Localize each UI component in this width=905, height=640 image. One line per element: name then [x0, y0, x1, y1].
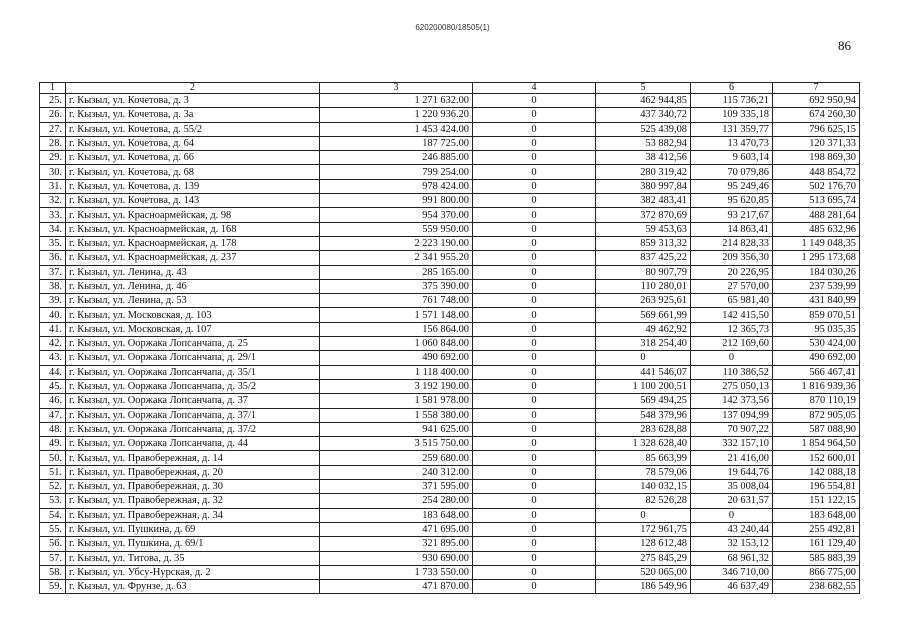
col4-cell: 0: [473, 165, 596, 179]
col5-cell: 263 925,61: [596, 294, 691, 308]
table-row: [40, 294, 860, 308]
col3-cell: 799 254.00: [320, 165, 473, 179]
col4-cell: 0: [473, 265, 596, 279]
table-row: [40, 251, 860, 265]
col6-cell: 14 863,41: [691, 222, 773, 236]
col3-cell: 954 370.00: [320, 208, 473, 222]
col5-cell: 128 612,48: [596, 537, 691, 551]
address-cell: г. Кызыл, ул. Правобережная, д. 20: [66, 465, 320, 479]
address-cell: г. Кызыл, ул. Ооржака Лопсанчапа, д. 44: [66, 437, 320, 451]
row-number: 44.: [40, 365, 66, 379]
col3-cell: 490 692.00: [320, 351, 473, 365]
col5-cell: 837 425,22: [596, 251, 691, 265]
col6-cell: 13 470,73: [691, 136, 773, 150]
address-cell: г. Кызыл, ул. Ленина, д. 46: [66, 279, 320, 293]
col5-cell: 82 526,28: [596, 494, 691, 508]
row-number: 26.: [40, 108, 66, 122]
col5-cell: 78 579,06: [596, 465, 691, 479]
col4-cell: 0: [473, 408, 596, 422]
col7-cell: 255 492,81: [773, 522, 860, 536]
col5-cell: 140 032,15: [596, 480, 691, 494]
col5-cell: 569 494,25: [596, 394, 691, 408]
address-cell: г. Кызыл, ул. Ооржака Лопсанчапа, д. 37/1: [66, 408, 320, 422]
col6-cell: 9 603,14: [691, 151, 773, 165]
table-row: [40, 465, 860, 479]
col4-cell: 0: [473, 136, 596, 150]
col7-cell: 674 260,30: [773, 108, 860, 122]
col5-cell: 59 453,63: [596, 222, 691, 236]
row-number: 38.: [40, 279, 66, 293]
col3-cell: 240 312.00: [320, 465, 473, 479]
col3-cell: 285 165.00: [320, 265, 473, 279]
col4-cell: 0: [473, 480, 596, 494]
col7-cell: 152 600,01: [773, 451, 860, 465]
col6-cell: 95 249,46: [691, 179, 773, 193]
col3-cell: 930 690.00: [320, 551, 473, 565]
col7-cell: 431 840,99: [773, 294, 860, 308]
col4-cell: 0: [473, 422, 596, 436]
col7-cell: 530 424,00: [773, 337, 860, 351]
col3-cell: 2 223 190.00: [320, 236, 473, 250]
address-cell: г. Кызыл, ул. Кочетова, д. 3: [66, 94, 320, 108]
col6-cell: 0: [691, 508, 773, 522]
col7-cell: 196 554,81: [773, 480, 860, 494]
col4-cell: 0: [473, 279, 596, 293]
table-row: [40, 108, 860, 122]
col6-cell: 20 631,57: [691, 494, 773, 508]
table-row: [40, 480, 860, 494]
col3-cell: 254 280.00: [320, 494, 473, 508]
table-row: [40, 122, 860, 136]
col4-cell: 0: [473, 236, 596, 250]
row-number: 50.: [40, 451, 66, 465]
col6-cell: 95 620,85: [691, 194, 773, 208]
table-row: [40, 337, 860, 351]
address-cell: г. Кызыл, ул. Фрунзе, д. 63: [66, 580, 320, 594]
row-number: 28.: [40, 136, 66, 150]
col4-cell: 0: [473, 522, 596, 536]
col4-cell: 0: [473, 122, 596, 136]
address-cell: г. Кызыл, ул. Ооржака Лопсанчапа, д. 35/2: [66, 379, 320, 393]
address-cell: г. Кызыл, ул. Кочетова, д. 64: [66, 136, 320, 150]
table-row: [40, 451, 860, 465]
data-table: [39, 82, 860, 594]
col4-cell: 0: [473, 194, 596, 208]
col7-cell: 872 905,05: [773, 408, 860, 422]
col6-cell: 35 008,04: [691, 480, 773, 494]
col5-cell: 283 628,88: [596, 422, 691, 436]
col7-cell: 161 129,40: [773, 537, 860, 551]
col6-cell: 0: [691, 351, 773, 365]
table-row: [40, 394, 860, 408]
col4-cell: 0: [473, 94, 596, 108]
table-row: [40, 580, 860, 594]
column-header: 5: [596, 83, 691, 94]
col3-cell: 156 864.00: [320, 322, 473, 336]
col4-cell: 0: [473, 580, 596, 594]
col7-cell: 566 467,41: [773, 365, 860, 379]
address-cell: г. Кызыл, ул. Кочетова, д. 66: [66, 151, 320, 165]
address-cell: г. Кызыл, ул. Ооржака Лопсанчапа, д. 37/2: [66, 422, 320, 436]
col4-cell: 0: [473, 437, 596, 451]
col4-cell: 0: [473, 151, 596, 165]
col3-cell: 187 725.00: [320, 136, 473, 150]
col5-cell: 520 065,00: [596, 565, 691, 579]
col7-cell: 490 692,00: [773, 351, 860, 365]
col7-cell: 1 295 173,68: [773, 251, 860, 265]
table-row: [40, 151, 860, 165]
col7-cell: 142 088,18: [773, 465, 860, 479]
table-row: [40, 494, 860, 508]
address-cell: г. Кызыл, ул. Московская, д. 107: [66, 322, 320, 336]
address-cell: г. Кызыл, ул. Кочетова, д. 3а: [66, 108, 320, 122]
col7-cell: 587 088,90: [773, 422, 860, 436]
col3-cell: 1 220 936.20: [320, 108, 473, 122]
col4-cell: 0: [473, 222, 596, 236]
address-cell: г. Кызыл, ул. Красноармейская, д. 178: [66, 236, 320, 250]
row-number: 29.: [40, 151, 66, 165]
col5-cell: 38 412,56: [596, 151, 691, 165]
col5-cell: 80 907,79: [596, 265, 691, 279]
table-row: [40, 308, 860, 322]
col7-cell: 198 869,30: [773, 151, 860, 165]
col3-cell: 246 885.00: [320, 151, 473, 165]
col7-cell: 1 149 048,35: [773, 236, 860, 250]
col3-cell: 183 648.00: [320, 508, 473, 522]
col3-cell: 1 453 424.00: [320, 122, 473, 136]
row-number: 39.: [40, 294, 66, 308]
row-number: 49.: [40, 437, 66, 451]
col5-cell: 372 870,69: [596, 208, 691, 222]
col3-cell: 991 800.00: [320, 194, 473, 208]
table-row: [40, 351, 860, 365]
col5-cell: 441 546,07: [596, 365, 691, 379]
col6-cell: 142 373,56: [691, 394, 773, 408]
col7-cell: 692 950,94: [773, 94, 860, 108]
address-cell: г. Кызыл, ул. Московская, д. 103: [66, 308, 320, 322]
address-cell: г. Кызыл, ул. Кочетова, д. 68: [66, 165, 320, 179]
column-header: 7: [773, 83, 860, 94]
table-row: [40, 194, 860, 208]
col6-cell: 21 416,00: [691, 451, 773, 465]
col6-cell: 70 079,86: [691, 165, 773, 179]
row-number: 25.: [40, 94, 66, 108]
column-header: 6: [691, 83, 773, 94]
column-header: 2: [66, 83, 320, 94]
col3-cell: 761 748.00: [320, 294, 473, 308]
row-number: 43.: [40, 351, 66, 365]
col3-cell: 1 558 380.00: [320, 408, 473, 422]
row-number: 56.: [40, 537, 66, 551]
row-number: 32.: [40, 194, 66, 208]
col7-cell: 513 695,74: [773, 194, 860, 208]
col4-cell: 0: [473, 394, 596, 408]
col6-cell: 19 644,76: [691, 465, 773, 479]
row-number: 45.: [40, 379, 66, 393]
column-header: 1: [40, 83, 66, 94]
col4-cell: 0: [473, 537, 596, 551]
col6-cell: 142 415,50: [691, 308, 773, 322]
table-row: [40, 537, 860, 551]
address-cell: г. Кызыл, ул. Ооржака Лопсанчапа, д. 37: [66, 394, 320, 408]
table-row: [40, 551, 860, 565]
col6-cell: 65 981,40: [691, 294, 773, 308]
row-number: 33.: [40, 208, 66, 222]
address-cell: г. Кызыл, ул. Убсу-Нурская, д. 2: [66, 565, 320, 579]
col3-cell: 375 390.00: [320, 279, 473, 293]
col6-cell: 275 050,13: [691, 379, 773, 393]
col3-cell: 3 515 750.00: [320, 437, 473, 451]
row-number: 48.: [40, 422, 66, 436]
col6-cell: 109 335,18: [691, 108, 773, 122]
col6-cell: 209 356,30: [691, 251, 773, 265]
col6-cell: 115 736,21: [691, 94, 773, 108]
col6-cell: 214 828,33: [691, 236, 773, 250]
col5-cell: 569 661,99: [596, 308, 691, 322]
col3-cell: 3 192 190.00: [320, 379, 473, 393]
col7-cell: 151 122,15: [773, 494, 860, 508]
col4-cell: 0: [473, 379, 596, 393]
col4-cell: 0: [473, 308, 596, 322]
col3-cell: 471 695.00: [320, 522, 473, 536]
col3-cell: 2 341 955.20: [320, 251, 473, 265]
col3-cell: 1 118 400.00: [320, 365, 473, 379]
address-cell: г. Кызыл, ул. Красноармейская, д. 237: [66, 251, 320, 265]
row-number: 35.: [40, 236, 66, 250]
col7-cell: 120 371,33: [773, 136, 860, 150]
col6-cell: 68 961,32: [691, 551, 773, 565]
address-cell: г. Кызыл, ул. Красноармейская, д. 168: [66, 222, 320, 236]
col7-cell: 184 030,26: [773, 265, 860, 279]
col5-cell: 0: [596, 508, 691, 522]
col6-cell: 32 153,12: [691, 537, 773, 551]
col6-cell: 43 240,44: [691, 522, 773, 536]
col4-cell: 0: [473, 494, 596, 508]
col5-cell: 859 313,32: [596, 236, 691, 250]
document-id: 620200080/18505(1): [415, 23, 490, 32]
col5-cell: 1 100 200,51: [596, 379, 691, 393]
col3-cell: 941 625.00: [320, 422, 473, 436]
col3-cell: 978 424.00: [320, 179, 473, 193]
column-header: 3: [320, 83, 473, 94]
col6-cell: 70 907,22: [691, 422, 773, 436]
row-number: 42.: [40, 337, 66, 351]
row-number: 37.: [40, 265, 66, 279]
col7-cell: 796 625,15: [773, 122, 860, 136]
col7-cell: 183 648,00: [773, 508, 860, 522]
col4-cell: 0: [473, 294, 596, 308]
col7-cell: 238 682,55: [773, 580, 860, 594]
col7-cell: 485 632,96: [773, 222, 860, 236]
table-row: [40, 265, 860, 279]
col5-cell: 0: [596, 351, 691, 365]
table-row: [40, 522, 860, 536]
address-cell: г. Кызыл, ул. Пушкина, д. 69/1: [66, 537, 320, 551]
col5-cell: 382 483,41: [596, 194, 691, 208]
row-number: 40.: [40, 308, 66, 322]
address-cell: г. Кызыл, ул. Кочетова, д. 55/2: [66, 122, 320, 136]
row-number: 47.: [40, 408, 66, 422]
col6-cell: 346 710,00: [691, 565, 773, 579]
address-cell: г. Кызыл, ул. Правобережная, д. 14: [66, 451, 320, 465]
row-number: 55.: [40, 522, 66, 536]
row-number: 57.: [40, 551, 66, 565]
table-row: [40, 408, 860, 422]
col4-cell: 0: [473, 108, 596, 122]
row-number: 53.: [40, 494, 66, 508]
address-cell: г. Кызыл, ул. Правобережная, д. 30: [66, 480, 320, 494]
row-number: 31.: [40, 179, 66, 193]
table-row: [40, 508, 860, 522]
col6-cell: 12 365,73: [691, 322, 773, 336]
row-number: 54.: [40, 508, 66, 522]
col4-cell: 0: [473, 365, 596, 379]
col3-cell: 471 870.00: [320, 580, 473, 594]
col5-cell: 110 280,01: [596, 279, 691, 293]
col5-cell: 548 379,96: [596, 408, 691, 422]
col4-cell: 0: [473, 208, 596, 222]
col4-cell: 0: [473, 251, 596, 265]
col5-cell: 186 549,96: [596, 580, 691, 594]
col7-cell: 95 035,35: [773, 322, 860, 336]
row-number: 34.: [40, 222, 66, 236]
col6-cell: 46 637,49: [691, 580, 773, 594]
address-cell: г. Кызыл, ул. Титова, д. 35: [66, 551, 320, 565]
col5-cell: 172 961,75: [596, 522, 691, 536]
col5-cell: 318 254,40: [596, 337, 691, 351]
col4-cell: 0: [473, 351, 596, 365]
col4-cell: 0: [473, 551, 596, 565]
col5-cell: 462 944,85: [596, 94, 691, 108]
col3-cell: 1 060 848.00: [320, 337, 473, 351]
col4-cell: 0: [473, 565, 596, 579]
col6-cell: 93 217,67: [691, 208, 773, 222]
address-cell: г. Кызыл, ул. Красноармейская, д. 98: [66, 208, 320, 222]
row-number: 41.: [40, 322, 66, 336]
row-number: 58.: [40, 565, 66, 579]
col6-cell: 20 226,95: [691, 265, 773, 279]
col4-cell: 0: [473, 451, 596, 465]
table-row: [40, 365, 860, 379]
row-number: 27.: [40, 122, 66, 136]
col5-cell: 437 340,72: [596, 108, 691, 122]
address-cell: г. Кызыл, ул. Ооржака Лопсанчапа, д. 25: [66, 337, 320, 351]
address-cell: г. Кызыл, ул. Ленина, д. 53: [66, 294, 320, 308]
address-cell: г. Кызыл, ул. Пушкина, д. 69: [66, 522, 320, 536]
address-cell: г. Кызыл, ул. Правобережная, д. 34: [66, 508, 320, 522]
col5-cell: 525 439,08: [596, 122, 691, 136]
table-row: [40, 565, 860, 579]
address-cell: г. Кызыл, ул. Кочетова, д. 139: [66, 179, 320, 193]
col5-cell: 280 319,42: [596, 165, 691, 179]
col6-cell: 131 359,77: [691, 122, 773, 136]
column-header: 4: [473, 83, 596, 94]
col5-cell: 49 462,92: [596, 322, 691, 336]
col3-cell: 321 895.00: [320, 537, 473, 551]
table-row: [40, 208, 860, 222]
col3-cell: 259 680.00: [320, 451, 473, 465]
table-row: [40, 379, 860, 393]
table-row: [40, 222, 860, 236]
address-cell: г. Кызыл, ул. Ооржака Лопсанчапа, д. 35/1: [66, 365, 320, 379]
table-row: [40, 322, 860, 336]
row-number: 30.: [40, 165, 66, 179]
address-cell: г. Кызыл, ул. Правобережная, д. 32: [66, 494, 320, 508]
table-row: [40, 94, 860, 108]
row-number: 59.: [40, 580, 66, 594]
table-row: [40, 279, 860, 293]
address-cell: г. Кызыл, ул. Ооржака Лопсанчапа, д. 29/1: [66, 351, 320, 365]
col5-cell: 53 882,94: [596, 136, 691, 150]
row-number: 51.: [40, 465, 66, 479]
row-number: 46.: [40, 394, 66, 408]
row-number: 36.: [40, 251, 66, 265]
col4-cell: 0: [473, 465, 596, 479]
col6-cell: 332 157,10: [691, 437, 773, 451]
col7-cell: 488 281,64: [773, 208, 860, 222]
col7-cell: 237 539,99: [773, 279, 860, 293]
table-row: [40, 179, 860, 193]
col3-cell: 1 733 550.00: [320, 565, 473, 579]
col7-cell: 859 070,51: [773, 308, 860, 322]
col5-cell: 275 845,29: [596, 551, 691, 565]
table-header-row: [40, 83, 860, 94]
col7-cell: 585 883,39: [773, 551, 860, 565]
col4-cell: 0: [473, 508, 596, 522]
col6-cell: 110 386,52: [691, 365, 773, 379]
table-row: [40, 236, 860, 250]
col5-cell: 380 997,84: [596, 179, 691, 193]
col4-cell: 0: [473, 337, 596, 351]
col3-cell: 371 595.00: [320, 480, 473, 494]
address-cell: г. Кызыл, ул. Кочетова, д. 143: [66, 194, 320, 208]
col7-cell: 1 854 964,50: [773, 437, 860, 451]
table-row: [40, 422, 860, 436]
table-row: [40, 165, 860, 179]
col7-cell: 448 854,72: [773, 165, 860, 179]
col3-cell: 1 581 978.00: [320, 394, 473, 408]
col5-cell: 1 328 628,40: [596, 437, 691, 451]
col3-cell: 1 271 632.00: [320, 94, 473, 108]
col7-cell: 866 775,00: [773, 565, 860, 579]
col7-cell: 1 816 939,36: [773, 379, 860, 393]
col4-cell: 0: [473, 179, 596, 193]
col6-cell: 212 169,60: [691, 337, 773, 351]
col6-cell: 137 094,99: [691, 408, 773, 422]
address-cell: г. Кызыл, ул. Ленина, д. 43: [66, 265, 320, 279]
col5-cell: 85 663,99: [596, 451, 691, 465]
table-row: [40, 136, 860, 150]
col4-cell: 0: [473, 322, 596, 336]
table-row: [40, 437, 860, 451]
row-number: 52.: [40, 480, 66, 494]
col7-cell: 870 110,19: [773, 394, 860, 408]
col3-cell: 1 571 148.00: [320, 308, 473, 322]
col7-cell: 502 176,70: [773, 179, 860, 193]
col6-cell: 27 570,00: [691, 279, 773, 293]
col3-cell: 559 950.00: [320, 222, 473, 236]
page-number: 86: [838, 38, 851, 53]
